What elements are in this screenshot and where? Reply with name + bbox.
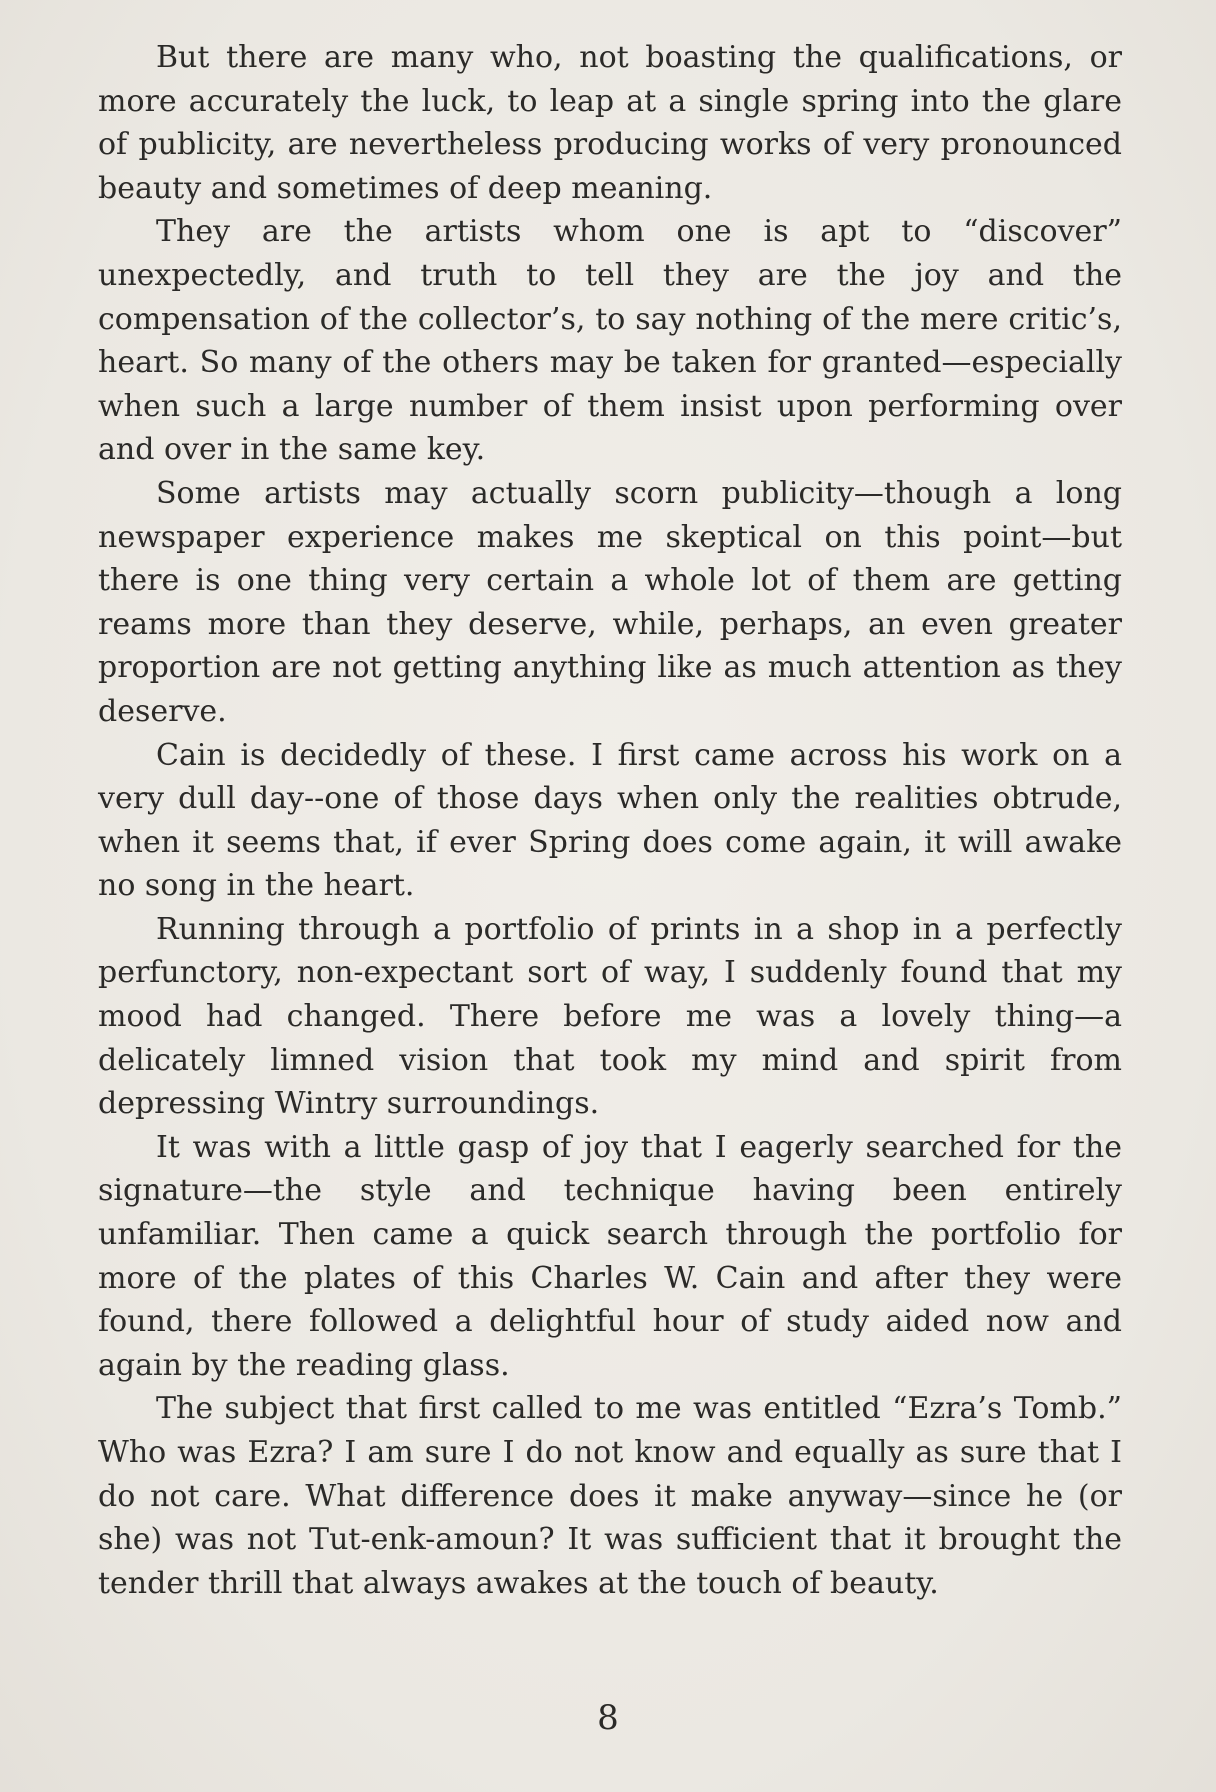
paragraph-1: But there are many who, not boasting the qualifications, or more accurately the luck, to leap at a single spring into the glare of publicity, are nevertheless producing works of very pronounced beauty and sometimes of deep meaning. [98, 40, 1122, 206]
paragraph-4: Cain is decidedly of these. I first came across his work on a very dull day--one of those days when only the realities obtrude, when it seems that, if ever Spring does come again, it will awake no song in the heart. [98, 737, 1122, 904]
page-number: 8 [597, 1698, 619, 1738]
paragraph-7: The subject that first called to me was entitled “Ezra’s Tomb.” Who was Ezra? I am sure I do not know and equally as sure that I do not care. What difference does it make anyway—since he (or she) was not Tut-enk-amoun? It was sufficient that it brought the tender thrill that always awakes at the touch of beauty. [98, 1391, 1122, 1601]
paragraph-5: Running through a portfolio of prints in a shop in a perfectly perfunctory, non-expectant sort of way, I suddenly found that my mood had changed. There before me was a lovely thing—a delicately limned vision that took my mind and spirit from depressing Wintry surroundings. [98, 911, 1122, 1122]
paragraph-3: Some artists may actually scorn publicity—though a long newspaper experience makes me skeptical on this point—but there is one thing very certain a whole lot of them are getting reams more than they deserve, while, perhaps, an even greater proportion are not getting anything like as much attention as they deserve. [98, 475, 1122, 729]
paragraph-6: It was with a little gasp of joy that I eagerly searched for the signature—the style and technique having been entirely unfamiliar. Then came a quick search through the portfolio for more of the plates of this Charles W. Cain and after they were found, there followed a delightful hour of study aided now and again by the reading glass. [98, 1129, 1122, 1383]
body-text [98, 36, 1122, 1605]
paragraph-2: They are the artists whom one is apt to “discover” unexpectedly, and truth to tell they are the joy and the compensation of the collector’s, to say nothing of the mere critic’s, heart. So many of the others may be taken for granted—especially when such a large number of them insist upon performing over and over in the same key. [98, 214, 1122, 468]
